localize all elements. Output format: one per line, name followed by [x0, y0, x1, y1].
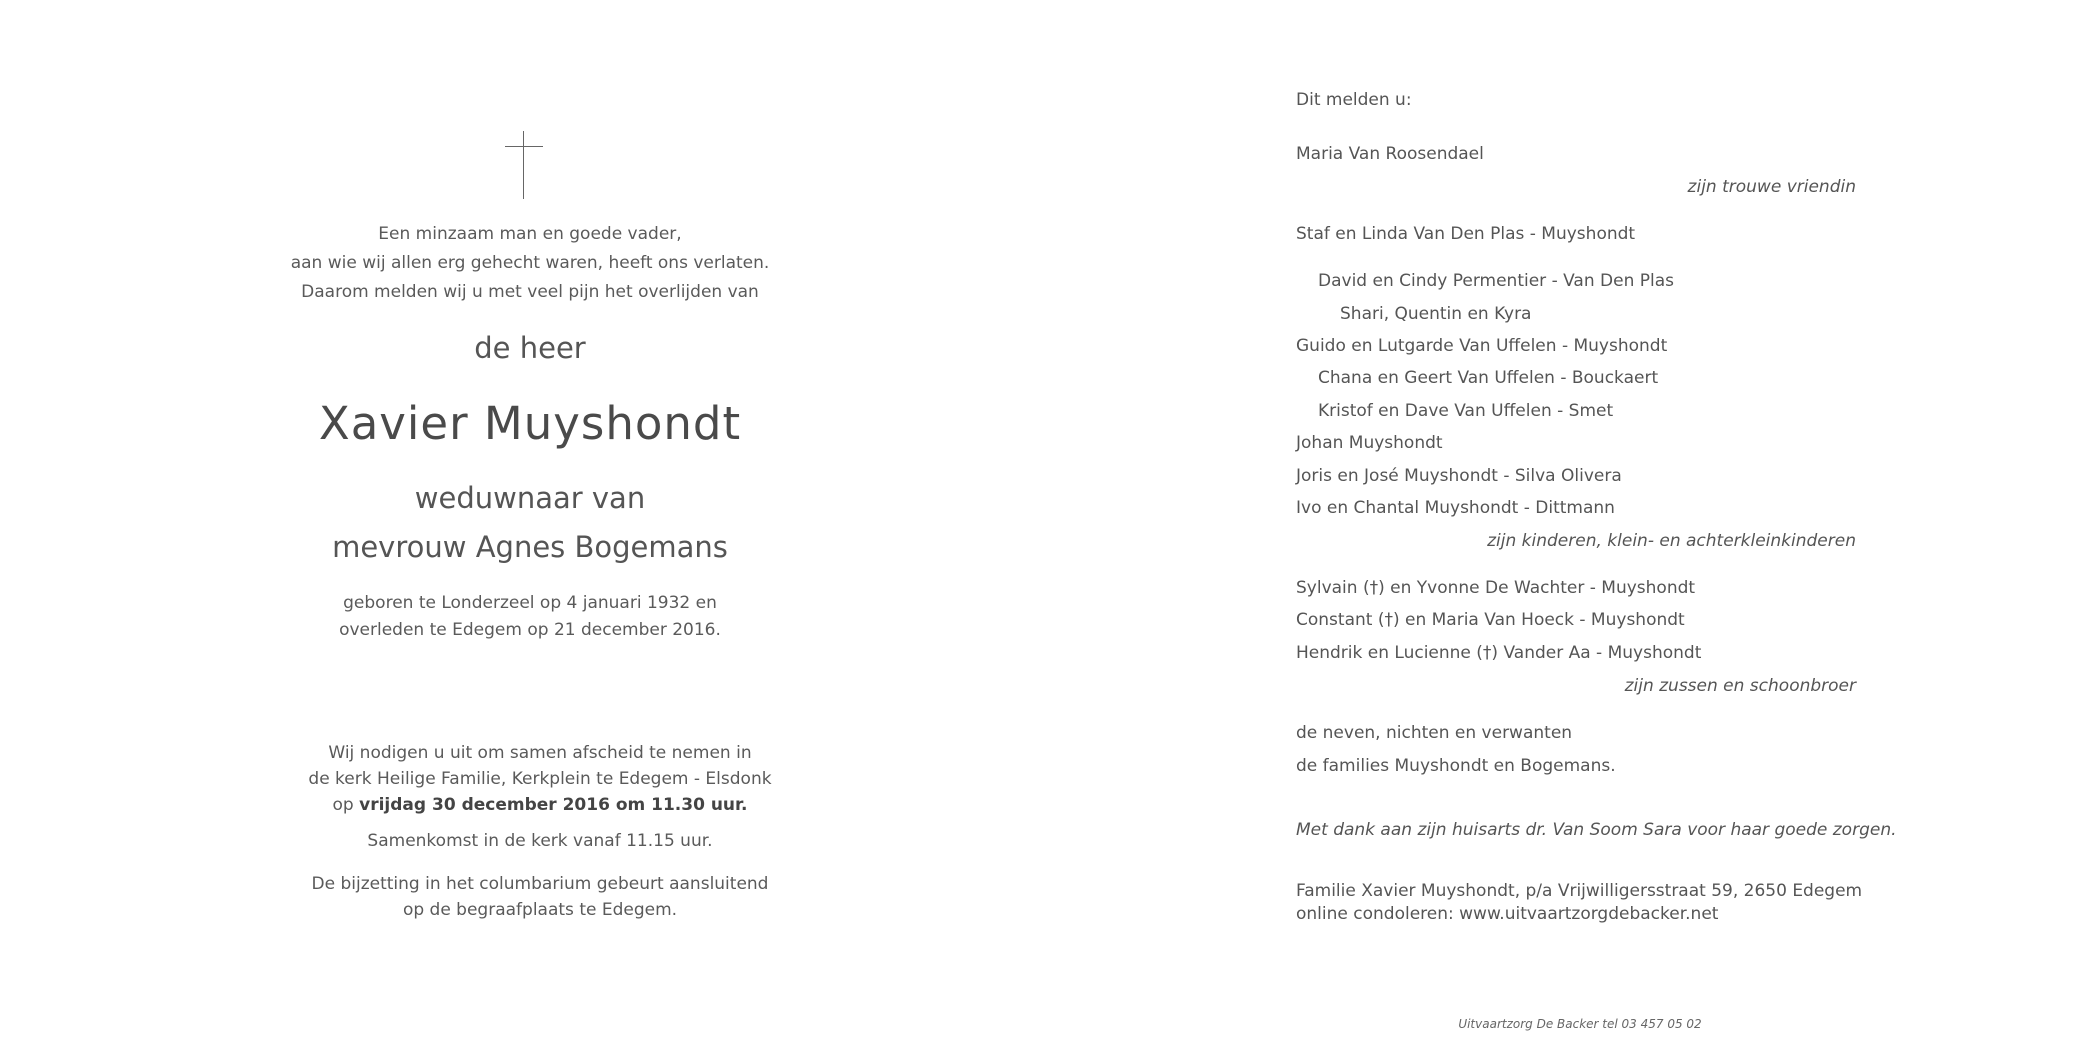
great-grandchildren: Shari, Quentin en Kyra — [1340, 304, 1532, 324]
invite-prefix: op — [332, 795, 360, 815]
child-family: Guido en Lutgarde Van Uffelen - Muyshondt — [1296, 336, 1668, 356]
friend-relation: zijn trouwe vriendin — [1687, 177, 1856, 197]
child-family: Johan Muyshondt — [1296, 433, 1443, 453]
family-address: Familie Xavier Muyshondt, p/a Vrijwilligersstraat 59, 2650 Edegem — [1296, 881, 1863, 901]
intro-text — [268, 220, 792, 307]
sibling-family: Constant (†) en Maria Van Hoeck - Muyshondt — [1296, 610, 1685, 630]
ceremony-datetime: vrijdag 30 december 2016 om 11.30 uur. — [359, 795, 748, 815]
invite-line — [278, 792, 802, 818]
life-dates — [268, 590, 792, 644]
thanks-note: Met dank aan zijn huisarts dr. Van Soom Sara voor haar goede zorgen. — [1296, 820, 1897, 840]
child-family: Staf en Linda Van Den Plas - Muyshondt — [1296, 224, 1636, 244]
child-family: Joris en José Muyshondt - Silva Olivera — [1296, 466, 1622, 486]
invite-line: Wij nodigen u uit om samen afscheid te nemen in — [328, 743, 752, 763]
burial-line: op de begraafplaats te Edegem. — [402, 900, 678, 920]
children-relation: zijn kinderen, klein- en achterkleinkinderen — [1487, 531, 1856, 551]
birth-line: geboren te Londerzeel op 4 januari 1932 en — [343, 593, 717, 613]
relatives-line: de neven, nichten en verwanten — [1296, 723, 1573, 743]
intro-line: Daarom melden wij u met veel pijn het overlijden van — [301, 282, 759, 302]
widower-of: weduwnaar van — [414, 481, 646, 515]
funeral-home-footer: Uitvaartzorg De Backer tel 03 457 05 02 — [1458, 1017, 1702, 1031]
invite-line: de kerk Heilige Familie, Kerkplein te Edegem - Elsdonk — [308, 769, 772, 789]
families-line: de families Muyshondt en Bogemans. — [1296, 756, 1616, 776]
grandchild-family: Chana en Geert Van Uffelen - Bouckaert — [1318, 368, 1659, 388]
child-family: Ivo en Chantal Muyshondt - Dittmann — [1296, 498, 1615, 518]
burial-line: De bijzetting in het columbarium gebeurt aansluitend — [311, 874, 769, 894]
spouse-name: mevrouw Agnes Bogemans — [332, 530, 728, 564]
death-line: overleden te Edegem op 21 december 2016. — [339, 620, 721, 640]
cross-icon — [505, 131, 543, 199]
sibling-family: Hendrik en Lucienne (†) Vander Aa - Muyshondt — [1296, 643, 1702, 663]
siblings-relation: zijn zussen en schoonbroer — [1624, 676, 1856, 696]
announce-header: Dit melden u: — [1296, 90, 1412, 110]
intro-line: aan wie wij allen erg gehecht waren, heeft ons verlaten. — [290, 253, 770, 273]
friend-name: Maria Van Roosendael — [1296, 144, 1484, 164]
online-condolences: online condoleren: www.uitvaartzorgdebacker.net — [1296, 904, 1719, 924]
deceased-name: Xavier Muyshondt — [318, 397, 742, 450]
gathering-time: Samenkomst in de kerk vanaf 11.15 uur. — [367, 831, 713, 851]
ceremony-invitation — [278, 740, 802, 818]
intro-line: Een minzaam man en goede vader, — [378, 224, 682, 244]
salutation: de heer — [474, 331, 586, 365]
grandchild-family: Kristof en Dave Van Uffelen - Smet — [1318, 401, 1614, 421]
sibling-family: Sylvain (†) en Yvonne De Wachter - Muyshondt — [1296, 578, 1696, 598]
grandchild-family: David en Cindy Permentier - Van Den Plas — [1318, 271, 1674, 291]
burial-info — [278, 871, 802, 923]
